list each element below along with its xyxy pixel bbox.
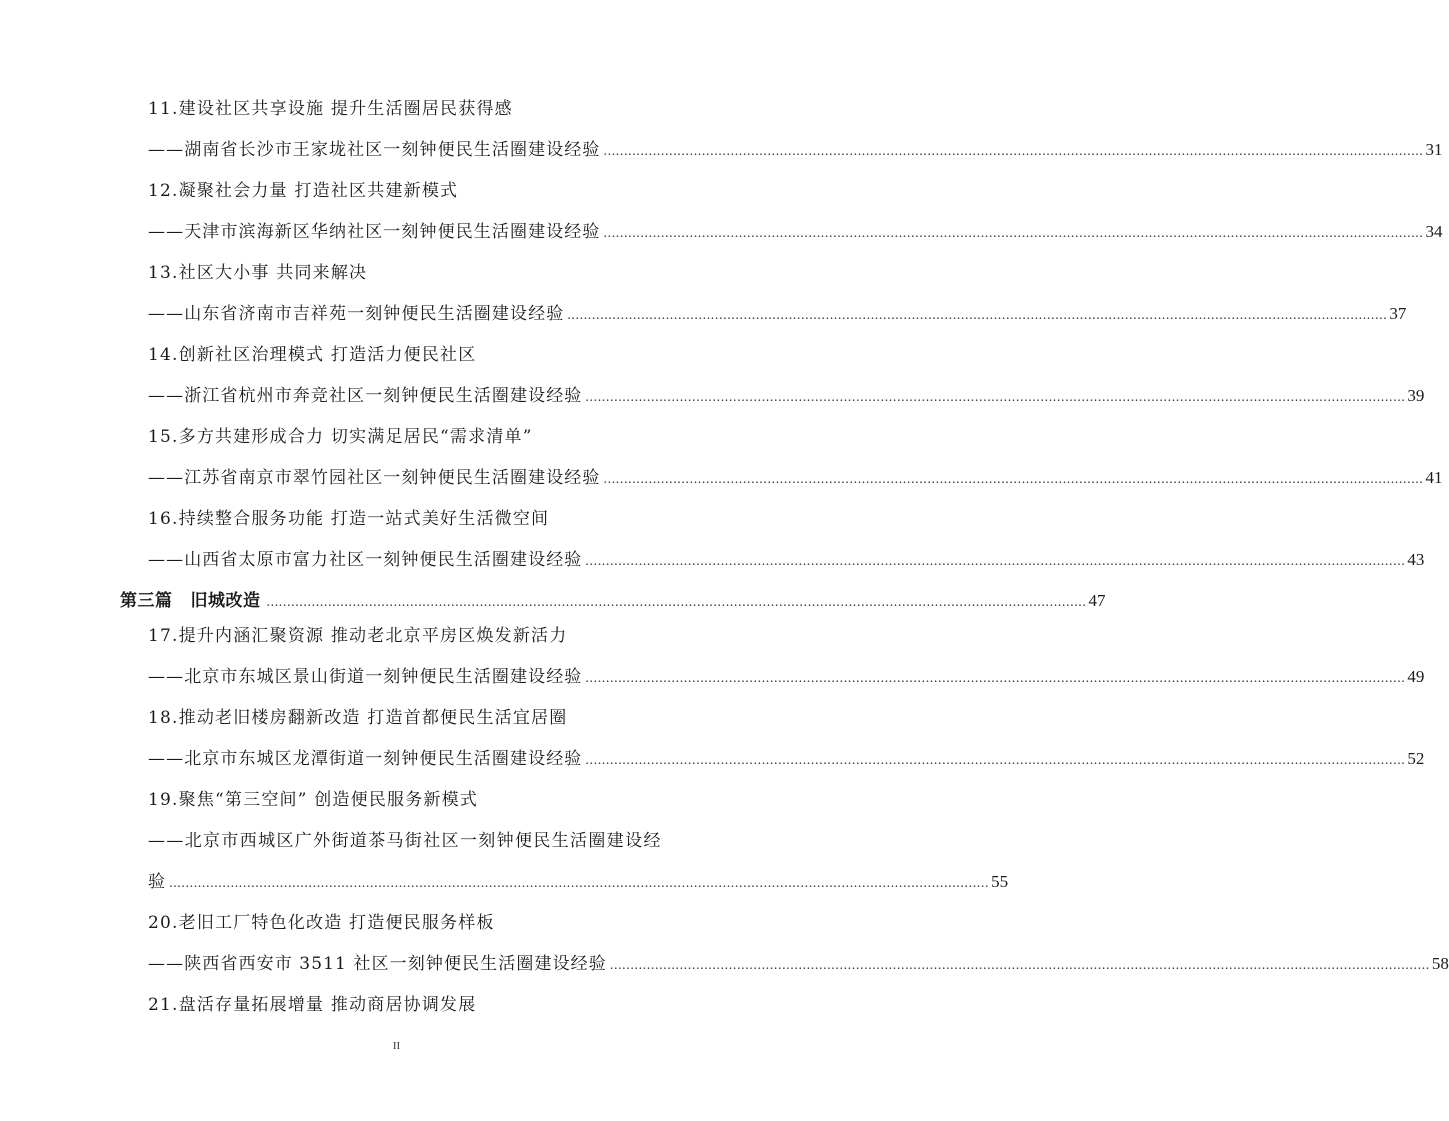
page-number: 47 xyxy=(1088,591,1106,610)
toc-entry-15-title: 15.多方共建形成合力 切实满足居民“需求清单” xyxy=(148,427,533,447)
part-title: 旧城改造 xyxy=(190,591,261,611)
toc-entry-20-title: 20.老旧工厂特色化改造 打造便民服务样板 xyxy=(148,913,495,933)
toc-entry-16-subtitle[interactable] xyxy=(148,545,1425,575)
toc-entry-19-title: 19.聚焦“第三空间” 创造便民服务新模式 xyxy=(148,790,479,810)
page-number: 37 xyxy=(1389,304,1407,323)
dot-leader: ........................................................................................................................................................................................................ xyxy=(567,308,1388,323)
entry-subtitle-text: ——北京市东城区龙潭街道一刻钟便民生活圈建设经验 xyxy=(148,749,583,769)
entry-subtitle-text: ——浙江省杭州市奔竞社区一刻钟便民生活圈建设经验 xyxy=(148,386,583,406)
toc-entry-14-subtitle[interactable] xyxy=(148,381,1425,411)
dot-leader: ........................................................................................................................................................................................................ xyxy=(603,226,1424,241)
toc-entry-18-subtitle[interactable] xyxy=(148,744,1425,774)
toc-entry-12-title: 12.凝聚社会力量 打造社区共建新模式 xyxy=(148,181,459,201)
page-number: 52 xyxy=(1407,749,1425,768)
toc-entry-13-title: 13.社区大小事 共同来解决 xyxy=(148,263,368,283)
page-number: 39 xyxy=(1407,386,1425,405)
entry-subtitle-text: ——山西省太原市富力社区一刻钟便民生活圈建设经验 xyxy=(148,550,583,570)
dot-leader: ........................................................................................................................................................................................................ xyxy=(603,144,1424,159)
page-footer-numeral: II xyxy=(392,1040,401,1052)
dot-leader: ........................................................................................................................................................................................................ xyxy=(585,554,1406,569)
entry-subtitle-text: ——北京市东城区景山街道一刻钟便民生活圈建设经验 xyxy=(148,667,583,687)
toc-entry-17-title: 17.提升内涵汇聚资源 推动老北京平房区焕发新活力 xyxy=(148,626,568,646)
toc-entry-21-title: 21.盘活存量拓展增量 推动商居协调发展 xyxy=(148,995,477,1015)
toc-entry-14-title: 14.创新社区治理模式 打造活力便民社区 xyxy=(148,345,477,365)
toc-entry-19-subtitle-line1[interactable]: ——北京市西城区广外街道茶马街社区一刻钟便民生活圈建设经 xyxy=(148,831,662,851)
dot-leader: ........................................................................................................................................................................................................ xyxy=(609,958,1430,973)
entry-subtitle-text: ——陕西省西安市 3511 社区一刻钟便民生活圈建设经验 xyxy=(148,954,607,974)
toc-entry-19-subtitle-line2[interactable] xyxy=(148,867,1009,897)
toc-entry-15-subtitle[interactable] xyxy=(148,463,1443,493)
toc-entry-13-subtitle[interactable] xyxy=(148,299,1407,329)
dot-leader: ........................................................................................................................................................................................................ xyxy=(266,595,1087,610)
toc-entry-20-subtitle[interactable] xyxy=(148,949,1449,979)
dot-leader: ........................................................................................................................................................................................................ xyxy=(585,390,1406,405)
page-number: 41 xyxy=(1425,468,1443,487)
toc-entry-17-subtitle[interactable] xyxy=(148,662,1425,692)
dot-leader: ........................................................................................................................................................................................................ xyxy=(603,472,1424,487)
toc-entry-18-title: 18.推动老旧楼房翻新改造 打造首都便民生活宜居圈 xyxy=(148,708,568,728)
page-number: 58 xyxy=(1431,954,1449,973)
dot-leader: ........................................................................................................................................................................................................ xyxy=(169,876,990,891)
page-number: 43 xyxy=(1407,550,1425,569)
dot-leader: ........................................................................................................................................................................................................ xyxy=(585,753,1406,768)
page-number: 55 xyxy=(991,872,1009,891)
entry-subtitle-text: ——湖南省长沙市王家垅社区一刻钟便民生活圈建设经验 xyxy=(148,140,601,160)
page-number: 49 xyxy=(1407,667,1425,686)
part-label: 第三篇 xyxy=(120,591,173,611)
page-number: 31 xyxy=(1425,140,1443,159)
entry-subtitle-text: 验 xyxy=(148,872,167,892)
dot-leader: ........................................................................................................................................................................................................ xyxy=(585,671,1406,686)
entry-subtitle-text: ——天津市滨海新区华纳社区一刻钟便民生活圈建设经验 xyxy=(148,222,601,242)
toc-entry-11-title: 11.建设社区共享设施 提升生活圈居民获得感 xyxy=(148,99,513,119)
entry-subtitle-text: ——山东省济南市吉祥苑一刻钟便民生活圈建设经验 xyxy=(148,304,565,324)
toc-entry-12-subtitle[interactable] xyxy=(148,217,1443,247)
page-number: 34 xyxy=(1425,222,1443,241)
toc-entry-16-title: 16.持续整合服务功能 打造一站式美好生活微空间 xyxy=(148,509,550,529)
toc-entry-11-subtitle[interactable] xyxy=(148,135,1443,165)
entry-subtitle-text: ——江苏省南京市翠竹园社区一刻钟便民生活圈建设经验 xyxy=(148,468,601,488)
toc-part-3[interactable] xyxy=(120,586,1106,616)
